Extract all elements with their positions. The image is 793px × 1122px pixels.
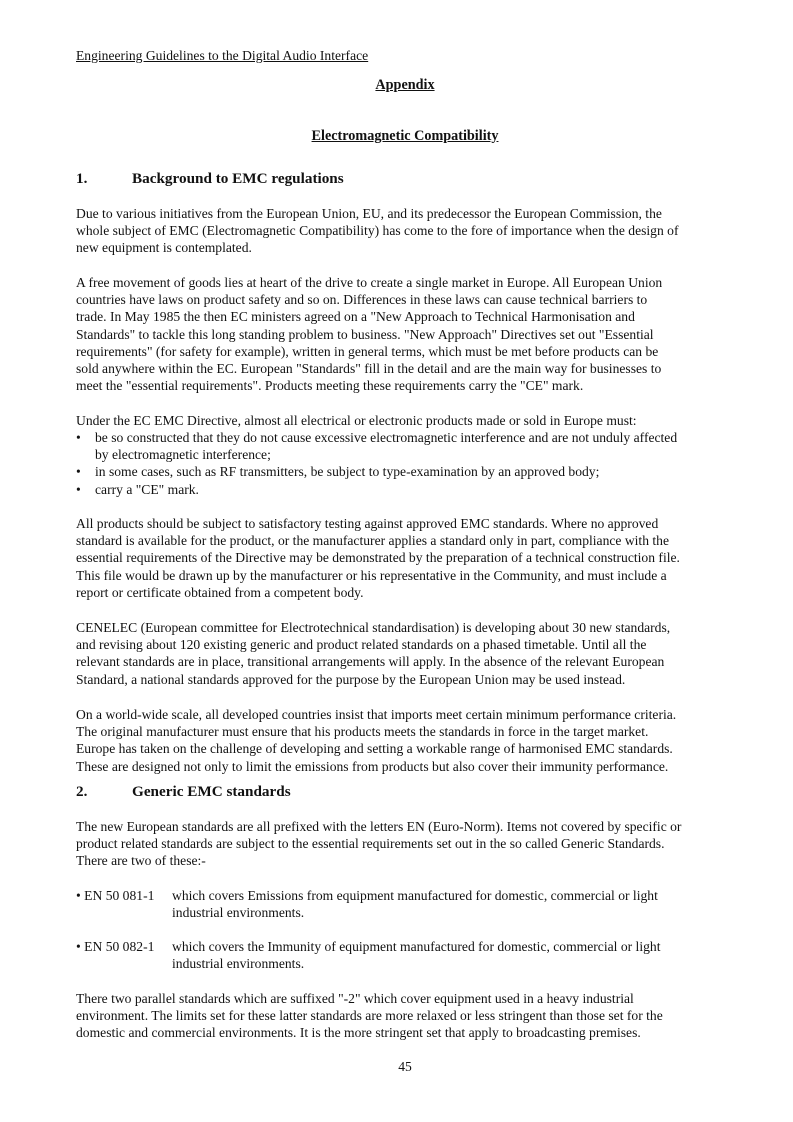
text-line: industrial environments. <box>172 956 305 972</box>
text-line: relevant standards are in place, transitional arrangements will apply. In the absence of the relevant European <box>76 654 665 670</box>
section-1-heading <box>76 170 344 187</box>
paragraph <box>76 205 746 257</box>
list-item <box>76 481 746 498</box>
text-line: Due to various initiatives from the European Union, EU, and its predecessor the European Commission, the <box>76 206 662 221</box>
text-line: countries have laws on product safety and so on. Differences in these laws can cause technical barriers to <box>76 292 648 308</box>
text-line: Standards" to tackle this long standing problem to business. "New Approach" Directives set out "Essential <box>76 326 654 342</box>
text-line: The new European standards are all prefixed with the letters EN (Euro-Norm). Items not covered by specific or <box>76 819 682 834</box>
paragraph <box>76 818 746 870</box>
text-line: On a world-wide scale, all developed countries insist that imports meet certain minimum performance criteria. <box>76 707 677 722</box>
text-line: Under the EC EMC Directive, almost all electrical or electronic products made or sold in Europe must: <box>76 413 637 428</box>
text-line: by electromagnetic interference; <box>95 447 271 463</box>
paragraph <box>76 619 746 688</box>
text-line: in some cases, such as RF transmitters, be subject to type-examination by an approved body; <box>95 464 600 480</box>
section-title: Generic EMC standards <box>132 783 291 800</box>
bullet-icon: • <box>76 430 81 445</box>
paragraph <box>76 515 746 601</box>
document-title: Electromagnetic Compatibility <box>311 128 499 144</box>
text-line: domestic and commercial environments. It is the more stringent set that apply to broadcasting premises. <box>76 1025 641 1041</box>
text-line: There two parallel standards which are suffixed "-2" which cover equipment used in a heavy industrial <box>76 991 634 1006</box>
bullet-icon: • <box>76 939 81 954</box>
standard-code: • EN 50 081-1 <box>76 888 155 903</box>
text-line: All products should be subject to satisfactory testing against approved EMC standards. Where no approved <box>76 516 659 531</box>
text-line: meet the "essential requirements". Products meeting these requirements carry the "CE" mark. <box>76 378 584 394</box>
text-line: and revising about 120 existing generic and product related standards on a phased timetable. Until all the <box>76 637 647 653</box>
text-line: industrial environments. <box>172 905 305 921</box>
text-line: Standard, a national standards approved for the purpose by the European Union may be used instead. <box>76 671 626 687</box>
bullet-icon: • <box>76 481 81 497</box>
text-line: sold anywhere within the EC. European "Standards" fill in the detail and are the main way for businesses to <box>76 360 662 376</box>
text-line: essential requirements of the Directive may be demonstrated by the preparation of a technical construction file. <box>76 550 680 566</box>
paragraph <box>76 412 746 429</box>
appendix-title: Appendix <box>375 77 435 93</box>
paragraph <box>76 706 746 775</box>
running-header: Engineering Guidelines to the Digital Audio Interface <box>76 48 369 63</box>
text-line: report or certificate obtained from a competent body. <box>76 584 364 600</box>
text-line: A free movement of goods lies at heart of the drive to create a single market in Europe. All European Union <box>76 275 663 290</box>
section-title: Background to EMC regulations <box>132 170 344 187</box>
paragraph <box>76 274 746 394</box>
bullet-icon: • <box>76 888 81 903</box>
text-line: requirements" (for safety for example), written in general terms, which must be met before products can be <box>76 343 659 359</box>
text-line: be so constructed that they do not cause excessive electromagnetic interference and are not unduly affected <box>95 430 678 445</box>
bullet-icon: • <box>76 464 81 480</box>
section-number: 2. <box>76 783 88 800</box>
paragraph <box>76 990 746 1042</box>
bullet-list <box>76 429 746 498</box>
text-line: which covers the Immunity of equipment manufactured for domestic, commercial or light <box>172 939 661 954</box>
text-line: which covers Emissions from equipment manufactured for domestic, commercial or light <box>172 888 658 903</box>
text-line: trade. In May 1985 the then EC ministers agreed on a "New Approach to Technical Harmonisation and <box>76 309 635 325</box>
standard-description <box>172 938 660 972</box>
text-line: This file would be drawn up by the manufacturer or his representative in the Community, and must include a <box>76 567 667 583</box>
text-line: There are two of these:- <box>76 853 206 869</box>
text-line: carry a "CE" mark. <box>95 481 199 497</box>
text-line: new equipment is contemplated. <box>76 240 252 256</box>
text-line: product related standards are subject to the essential requirements set out in the so called Generic Standards. <box>76 836 665 852</box>
section-number: 1. <box>76 170 88 187</box>
text-line: standard is available for the product, or the manufacturer applies a standard only in part, compliance with the <box>76 533 670 549</box>
text-line: The original manufacturer must ensure that his products meets the standards in force in the target market. <box>76 724 649 740</box>
text-line: whole subject of EMC (Electromagnetic Compatibility) has come to the fore of importance when the design of <box>76 223 679 239</box>
text-line: These are designed not only to limit the emissions from products but also cover their immunity performance. <box>76 758 669 774</box>
text-line: CENELEC (European committee for Electrotechnical standardisation) is developing about 30 new standards, <box>76 620 671 635</box>
list-item <box>76 429 746 463</box>
text-line: environment. The limits set for these latter standards are more relaxed or less stringent than those set for the <box>76 1008 663 1024</box>
list-item <box>76 463 746 480</box>
standard-description <box>172 887 658 921</box>
text-line: Europe has taken on the challenge of developing and setting a workable range of harmonised EMC standards. <box>76 741 673 757</box>
section-2-heading <box>76 783 291 800</box>
standard-code: • EN 50 082-1 <box>76 939 155 954</box>
page-number: 45 <box>398 1059 412 1074</box>
